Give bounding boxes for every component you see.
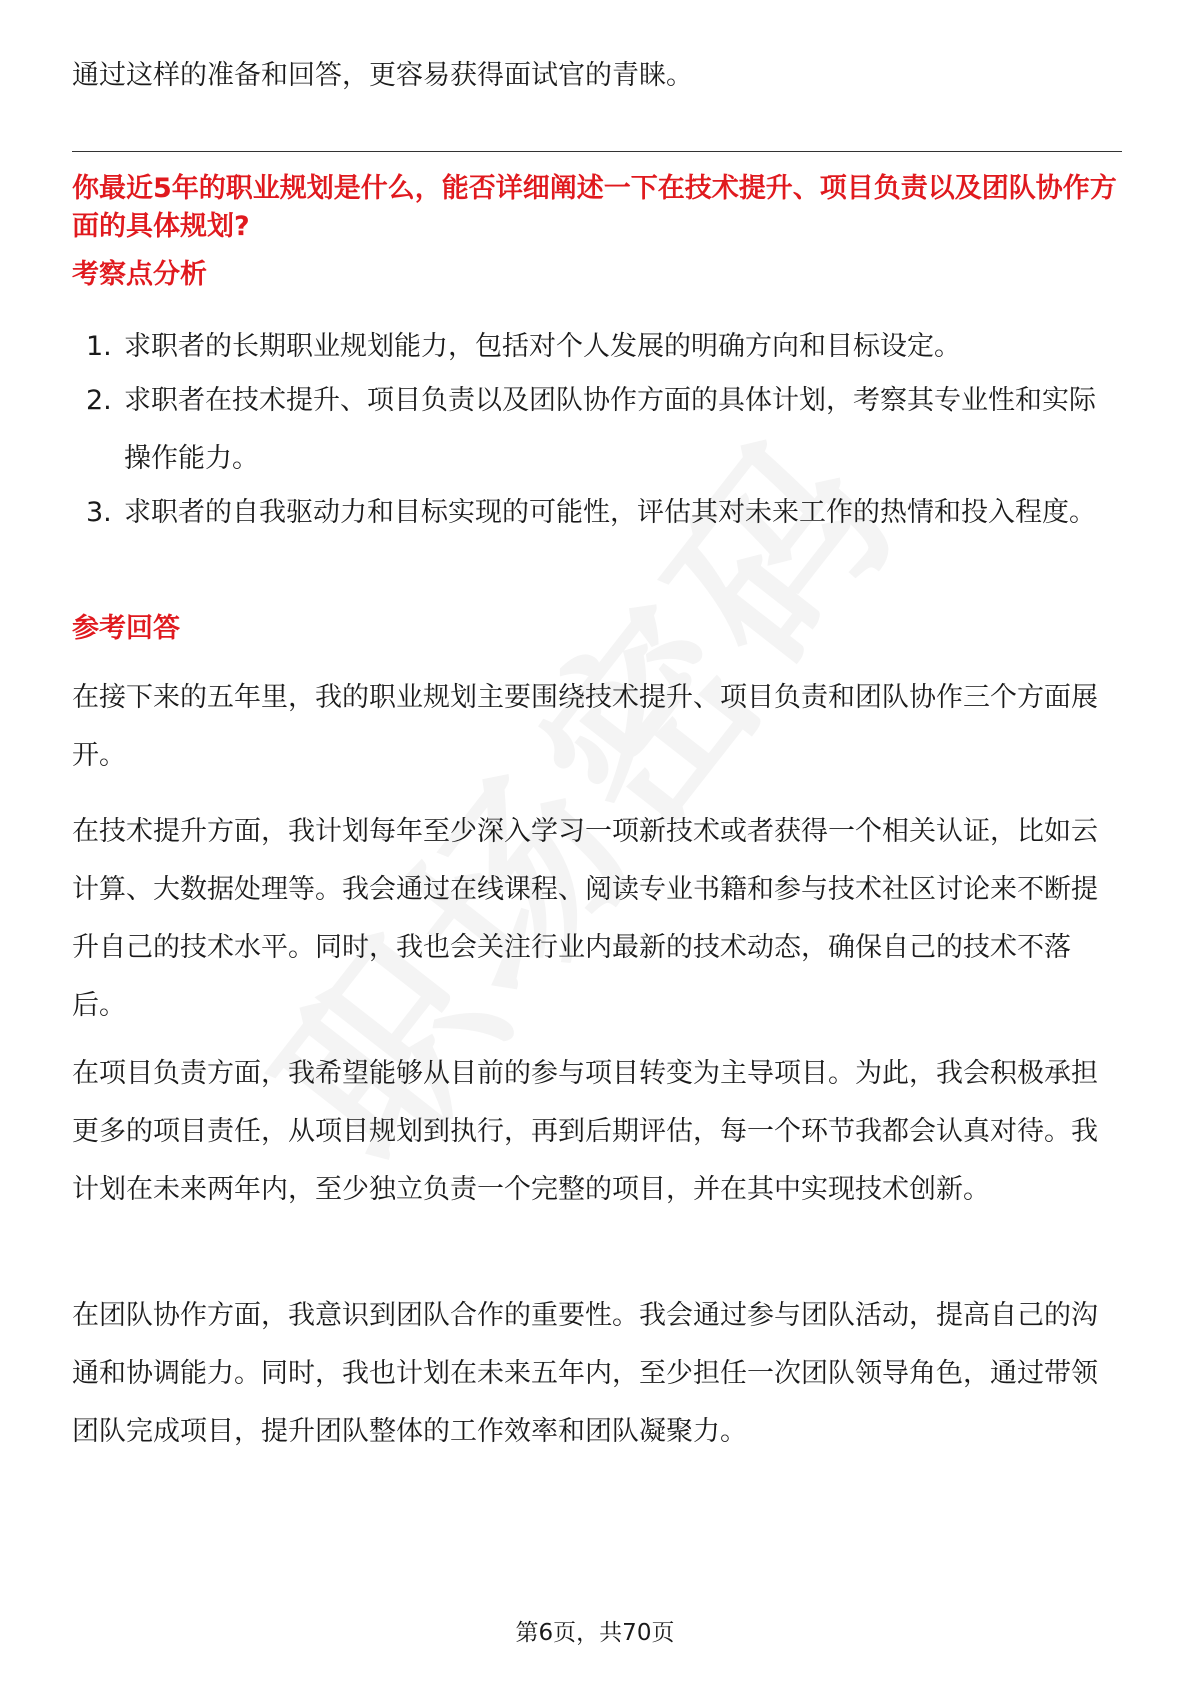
answer-heading: 参考回答	[72, 613, 180, 644]
intro-paragraph: 通过这样的准备和回答，更容易获得面试官的青睐。	[72, 60, 693, 91]
analysis-item	[72, 484, 1122, 542]
analysis-item-text: 求职者在技术提升、项目负责以及团队协作方面的具体计划，考察其专业性和实际操作能力。	[124, 385, 1096, 474]
section-divider	[72, 151, 1122, 152]
analysis-item-text: 求职者的自我驱动力和目标实现的可能性，评估其对未来工作的热情和投入程度。	[124, 497, 1096, 528]
page-footer: 第6页，共70页	[515, 1620, 675, 1646]
answer-paragraph: 在团队协作方面，我意识到团队合作的重要性。我会通过参与团队活动，提高自己的沟通和协调能力。同时，我也计划在未来五年内，至少担任一次团队领导角色，通过带领团队完成项目，提升团队整体的工作效率和团队凝聚力。	[72, 1300, 1098, 1447]
analysis-list	[72, 318, 1122, 542]
answer-paragraph: 在技术提升方面，我计划每年至少深入学习一项新技术或者获得一个相关认证，比如云计算、大数据处理等。我会通过在线课程、阅读专业书籍和参与技术社区讨论来不断提升自己的技术水平。同时，我也会关注行业内最新的技术动态，确保自己的技术不落后。	[72, 816, 1098, 1021]
analysis-item-text: 求职者的长期职业规划能力，包括对个人发展的明确方向和目标设定。	[124, 331, 961, 362]
question-title: 你最近5年的职业规划是什么，能否详细阐述一下在技术提升、项目负责以及团队协作方面的具体规划?	[72, 173, 1117, 242]
analysis-item	[72, 372, 1122, 488]
answer-paragraph: 在项目负责方面，我希望能够从目前的参与项目转变为主导项目。为此，我会积极承担更多的项目责任，从项目规划到执行，再到后期评估，每一个环节我都会认真对待。我计划在未来两年内，至少独立负责一个完整的项目，并在其中实现技术创新。	[72, 1058, 1098, 1205]
list-number: 2.	[86, 385, 112, 416]
analysis-heading: 考察点分析	[72, 259, 207, 290]
list-number: 3.	[86, 497, 112, 528]
analysis-item	[72, 318, 1122, 376]
answer-paragraph: 在接下来的五年里，我的职业规划主要围绕技术提升、项目负责和团队协作三个方面展开。	[72, 682, 1098, 771]
list-number: 1.	[86, 331, 112, 362]
